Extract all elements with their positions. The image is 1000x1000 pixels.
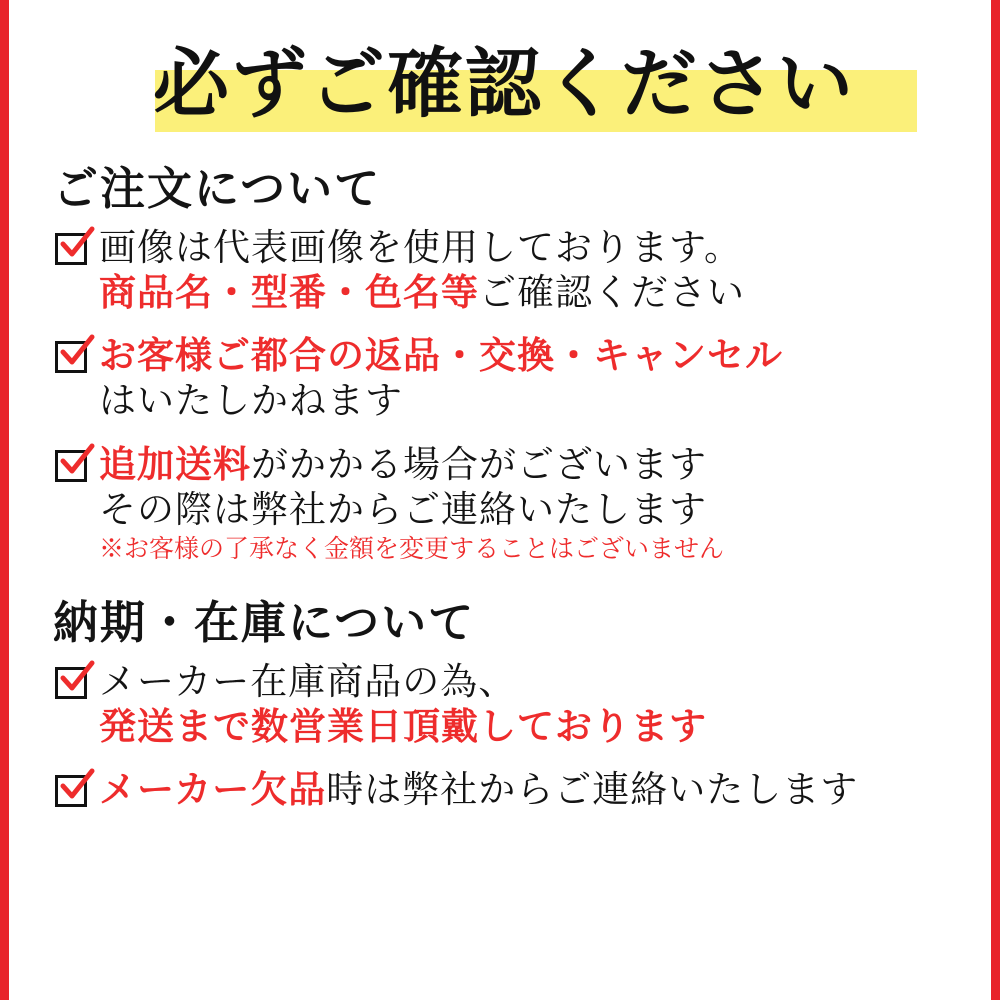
check-mark-icon (56, 224, 96, 264)
list-item (53, 659, 961, 749)
notice-content (9, 0, 991, 1000)
list-item-line-black: 時は弊社からご連絡いたします (326, 768, 859, 811)
list-item-line-black: ご確認ください (479, 271, 745, 315)
list-item-line (99, 270, 961, 315)
section-heading-orders: ご注文について (53, 162, 382, 215)
check-mark-icon (56, 658, 96, 698)
list-item-line: はいたしかねます (99, 379, 403, 423)
list-item (53, 442, 961, 564)
list-item-text (99, 225, 961, 315)
list-item-text (99, 659, 961, 749)
list-item-text (99, 333, 961, 423)
list-item-line-red: メーカー欠品 (99, 767, 327, 811)
section-heading-delivery: 納期・在庫について (53, 595, 476, 649)
list-item-text (99, 767, 961, 812)
check-mark-icon (56, 332, 96, 372)
list-item-text (99, 442, 961, 564)
list-item-line: 画像は代表画像を使用しております。 (99, 226, 743, 269)
list-item-line-black: がかかる場合がございます (251, 442, 707, 486)
list-item-line (99, 442, 961, 487)
list-item-line: メーカー在庫商品の為、 (99, 659, 517, 703)
check-mark-icon (56, 766, 96, 806)
checkbox-checked-icon (53, 665, 93, 705)
list-item (53, 225, 961, 315)
list-item-note: ※お客様の了承なく金額を変更することはございません (99, 533, 725, 563)
page-title: 必ずご確認ください (153, 39, 855, 128)
list-item-line-red: 追加送料 (99, 441, 251, 486)
list-item-line (99, 767, 961, 812)
checkbox-checked-icon (53, 231, 93, 271)
checkbox-checked-icon (53, 773, 93, 813)
check-mark-icon (56, 441, 96, 481)
list-item-line-red: 商品名・型番・色名等 (99, 270, 479, 315)
checkbox-checked-icon (53, 448, 93, 488)
list-item (53, 333, 961, 423)
list-item (53, 767, 961, 813)
list-item-line: 発送まで数営業日頂戴しております (99, 703, 707, 748)
list-item-line: お客様ご都合の返品・交換・キャンセル (99, 333, 783, 378)
list-item-line: その際は弊社からご連絡いたします (99, 487, 707, 531)
page-title-area (47, 22, 961, 142)
checkbox-checked-icon (53, 339, 93, 379)
